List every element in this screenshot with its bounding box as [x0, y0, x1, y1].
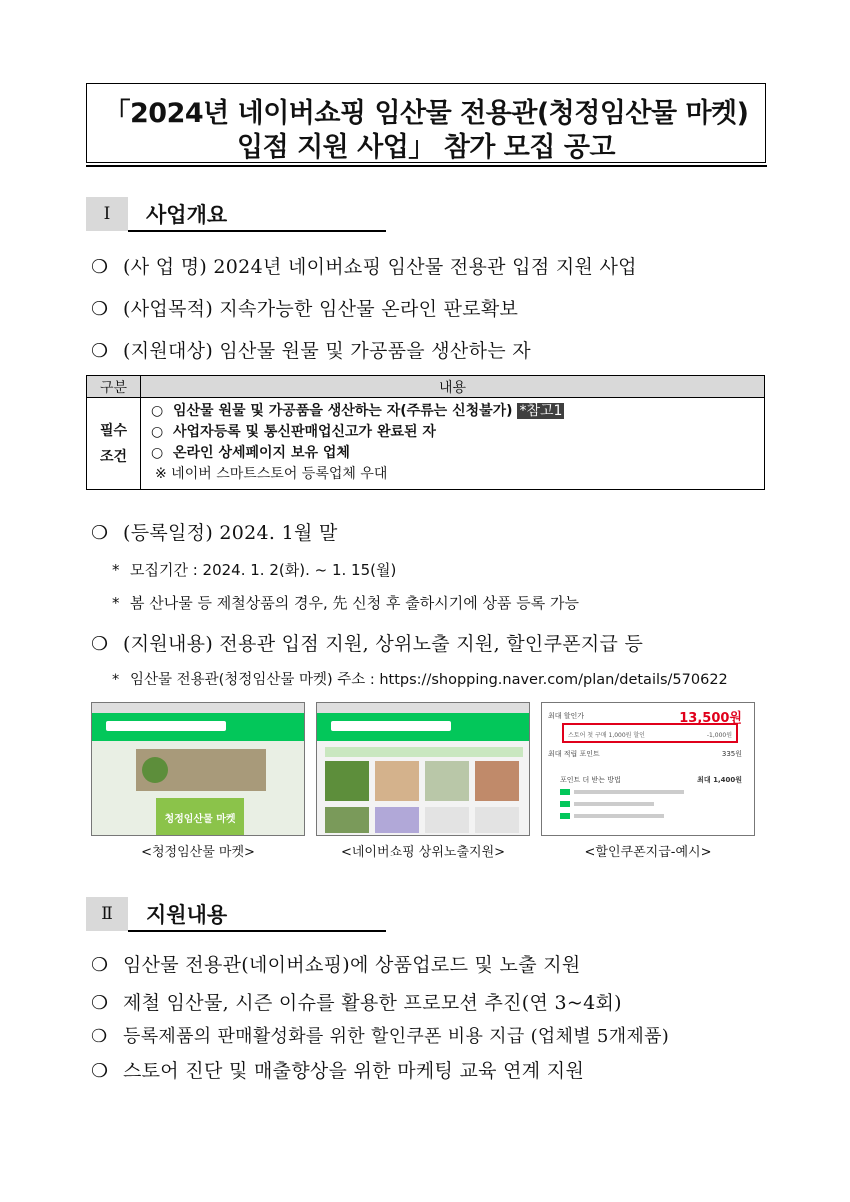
bullet-marker: ❍: [91, 1026, 108, 1047]
bullet-marker: ❍: [91, 298, 109, 320]
reference-badge: *참고1: [519, 403, 563, 419]
market-banner-label: 청정임산물 마켓: [164, 814, 236, 825]
product-thumb: [325, 761, 369, 801]
title-line-1: 「2024년 네이버쇼핑 임산물 전용관(청정임산물 마켓): [103, 98, 749, 129]
sub-note-url: * 임산물 전용관(청정임산물 마켓) 주소 : https://shopping.naver.com/plan/details/570622: [112, 672, 728, 688]
browser-tabbar: [92, 703, 304, 713]
image-caption: <할인쿠폰지급-예시>: [584, 845, 712, 860]
section-title: 사업개요: [146, 203, 228, 227]
bullet-item: ❍ (지원내용) 전용관 입점 지원, 상위노출 지원, 할인쿠폰지급 등: [91, 633, 644, 655]
table-header-cell: 구분: [87, 376, 141, 398]
bullet-marker: ❍: [91, 256, 109, 278]
sub-note: * 모집기간 : 2024. 1. 2(화). ~ 1. 15(월): [112, 561, 397, 579]
section-title: 지원내용: [146, 903, 228, 927]
bullet-marker: ❍: [91, 954, 109, 976]
bullet-item: ❍ (사업목적) 지속가능한 임산물 온라인 판로확보: [91, 298, 519, 320]
bullet-marker: ❍: [91, 992, 109, 1014]
shopping-exposure-screenshot: [316, 702, 530, 836]
bullet-marker: ❍: [91, 522, 109, 544]
search-bar: [106, 721, 226, 731]
bullet-item: ❍ 등록제품의 판매활성화를 위한 할인쿠폰 비용 지급 (업체별 5개제품): [91, 1026, 670, 1047]
market-banner: [136, 749, 266, 791]
sub-note: * 봄 산나물 등 제철상품의 경우, 先 신청 후 출하시기에 상품 등록 가능: [112, 594, 579, 612]
image-caption: <청정임산물 마켓>: [141, 845, 255, 860]
bullet-item: ❍ (지원대상) 임산물 원물 및 가공품을 생산하는 자: [91, 340, 531, 362]
row-label: 필수 조건: [87, 398, 141, 490]
product-thumb: [475, 761, 519, 801]
bullet-item: ❍ 스토어 진단 및 매출향상을 위한 마케팅 교육 연계 지원: [91, 1060, 585, 1082]
table-note: ※ 네이버 스마트스토어 등록업체 우대: [155, 466, 388, 482]
coupon-example-screenshot: 최대 할인가 13,500원 스토어 첫 구매 1,000원 할인 -1,000원 최대 적립 포인트 335원 포인트 더 받는 방법 최대 1,400원: [541, 702, 755, 836]
bullet-marker: ❍: [91, 633, 109, 655]
section-underline: [128, 230, 386, 232]
requirements-table: [86, 375, 765, 490]
bullet-marker: ❍: [91, 340, 109, 362]
bullet-marker: ❍: [91, 1060, 109, 1082]
bullet-item: ❍ (등록일정) 2024. 1월 말: [91, 522, 338, 544]
table-header-cell: 내용: [141, 376, 765, 398]
coupon-highlight-box: 스토어 첫 구매 1,000원 할인 -1,000원: [562, 723, 738, 743]
title-box: [86, 83, 766, 163]
section-underline: [128, 930, 386, 932]
product-thumb: [425, 761, 469, 801]
naver-header: [92, 713, 304, 741]
bullet-item: ❍ 제철 임산물, 시즌 이슈를 활용한 프로모션 추진(연 3~4회): [91, 992, 622, 1014]
requirement-list: [141, 398, 765, 490]
market-page-screenshot: [91, 702, 305, 836]
coupon-price: 13,500원: [679, 711, 742, 726]
image-caption: <네이버쇼핑 상위노출지원>: [340, 845, 506, 860]
bullet-item: ❍ (사 업 명) 2024년 네이버쇼핑 임산물 전용관 입점 지원 사업: [91, 256, 637, 278]
table-row: [87, 398, 765, 490]
product-thumb: [375, 761, 419, 801]
section-number: Ⅱ: [86, 897, 128, 931]
bullet-item: ❍ 임산물 전용관(네이버쇼핑)에 상품업로드 및 노출 지원: [91, 954, 581, 976]
leaf-icon: [142, 757, 168, 783]
section-number: Ⅰ: [86, 197, 128, 231]
requirement-item: ○ 사업자등록 및 통신판매업신고가 완료된 자: [151, 424, 436, 440]
table-header-row: [87, 376, 765, 398]
title-line-2: 입점 지원 사업」 참가 모집 공고: [237, 132, 615, 163]
requirement-item: ○ 온라인 상세페이지 보유 업체: [151, 445, 350, 461]
requirement-item: ○ 임산물 원물 및 가공품을 생산하는 자(주류는 신청불가) *참고1: [151, 403, 563, 419]
